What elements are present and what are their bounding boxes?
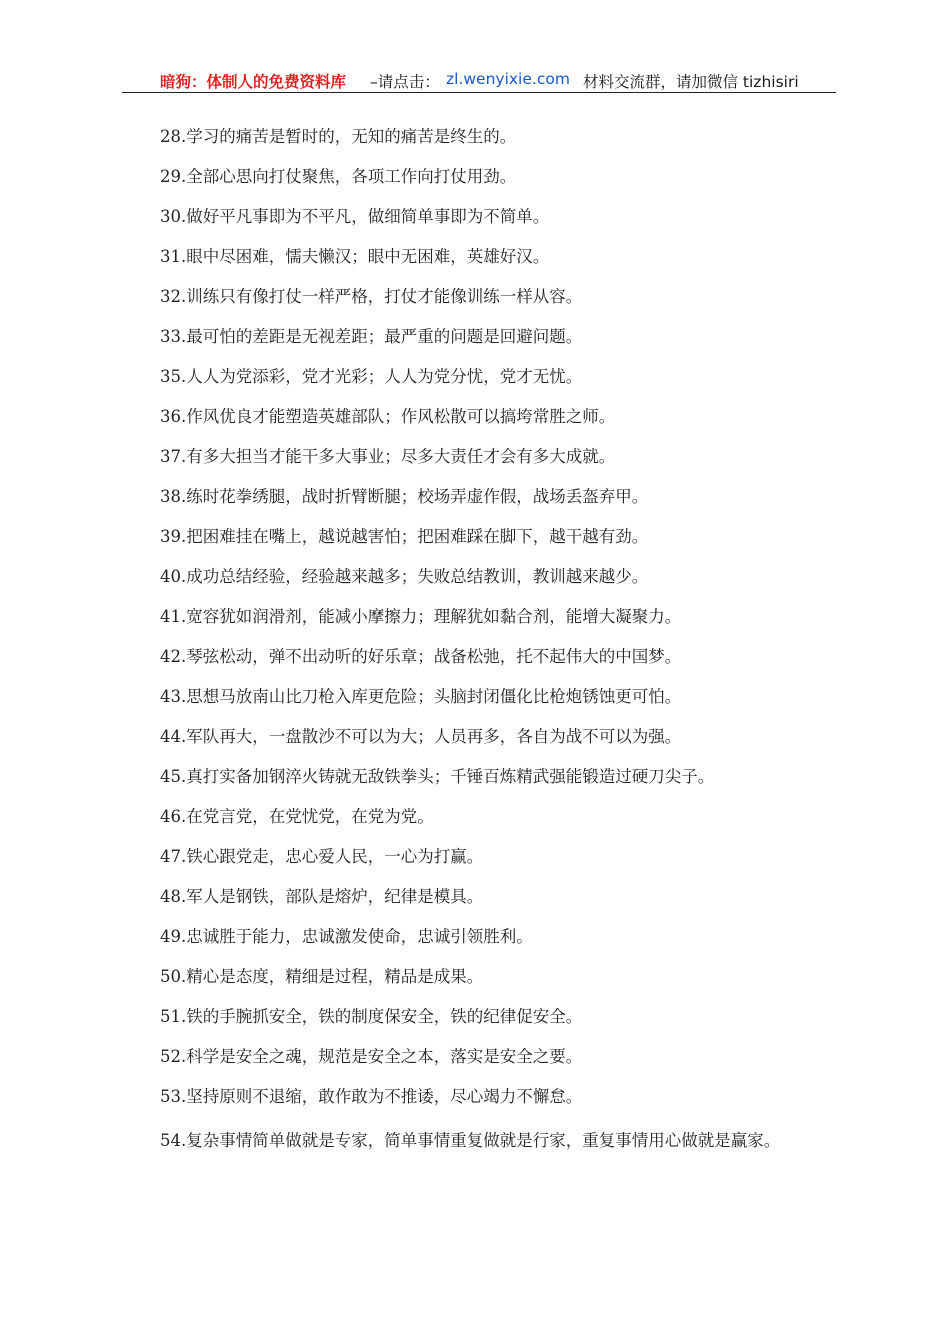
quote-item: 44.军队再大，一盘散沙不可以为大；人员再多，各自为战不可以为强。: [160, 727, 682, 746]
header-brand: 暗狗：体制人的免费资料库: [160, 73, 347, 91]
quote-item: 31.眼中尽困难，懦夫懒汉；眼中无困难，英雄好汉。: [160, 247, 550, 266]
quote-item: 45.真打实备加钢淬火铸就无敌铁拳头；千锤百炼精武强能锻造过硬刀尖子。: [160, 767, 715, 786]
quote-item: 28.学习的痛苦是暂时的，无知的痛苦是终生的。: [160, 127, 517, 146]
quote-item: 40.成功总结经验，经验越来越多；失败总结教训，教训越来越少。: [160, 567, 649, 586]
quote-item: 47.铁心跟党走，忠心爱人民，一心为打赢。: [160, 847, 484, 866]
quote-item: 46.在党言党，在党忧党，在党为党。: [160, 807, 434, 826]
header-divider: [122, 92, 836, 93]
quote-item: 51.铁的手腕抓安全，铁的制度保安全，铁的纪律促安全。: [160, 1007, 583, 1026]
quote-item: 43.思想马放南山比刀枪入库更危险；头脑封闭僵化比枪炮锈蚀更可怕。: [160, 687, 682, 706]
quote-item: 35.人人为党添彩，党才光彩；人人为党分忧，党才无忧。: [160, 367, 583, 386]
quote-item: 36.作风优良才能塑造英雄部队；作风松散可以搞垮常胜之师。: [160, 407, 616, 426]
quote-item: 50.精心是态度，精细是过程，精品是成果。: [160, 967, 484, 986]
quote-item-last: 54.复杂事情简单做就是专家，简单事情重复做就是行家，重复事情用心做就是赢家。: [160, 1131, 781, 1150]
quote-item: 37.有多大担当才能干多大事业；尽多大责任才会有多大成就。: [160, 447, 616, 466]
quote-item: 29.全部心思向打仗聚焦，各项工作向打仗用劲。: [160, 167, 517, 186]
header-prompt: –请点击：: [370, 73, 440, 91]
quote-item: 30.做好平凡事即为不平凡，做细简单事即为不简单。: [160, 207, 550, 226]
quote-item: 42.琴弦松动，弹不出动听的好乐章；战备松弛，托不起伟大的中国梦。: [160, 647, 682, 666]
quote-item: 33.最可怕的差距是无视差距；最严重的问题是回避问题。: [160, 327, 583, 346]
quote-item: 39.把困难挂在嘴上，越说越害怕；把困难踩在脚下，越干越有劲。: [160, 527, 649, 546]
quote-item: 52.科学是安全之魂，规范是安全之本，落实是安全之要。: [160, 1047, 583, 1066]
quote-item: 53.坚持原则不退缩，敢作敢为不推诿，尽心竭力不懈怠。: [160, 1087, 583, 1106]
quote-item: 49.忠诚胜于能力，忠诚激发使命，忠诚引领胜利。: [160, 927, 533, 946]
quote-item: 32.训练只有像打仗一样严格，打仗才能像训练一样从容。: [160, 287, 583, 306]
quote-item: 38.练时花拳绣腿，战时折臂断腿；校场弄虚作假，战场丢盔弃甲。: [160, 487, 649, 506]
header-group-info: 材料交流群，请加微信 tizhisiri: [583, 73, 799, 91]
header-link[interactable]: zl.wenyixie.com: [446, 70, 570, 88]
quote-item: 41.宽容犹如润滑剂，能减小摩擦力；理解犹如黏合剂，能增大凝聚力。: [160, 607, 682, 626]
quote-item: 48.军人是钢铁，部队是熔炉，纪律是模具。: [160, 887, 484, 906]
page-header: [0, 66, 950, 92]
